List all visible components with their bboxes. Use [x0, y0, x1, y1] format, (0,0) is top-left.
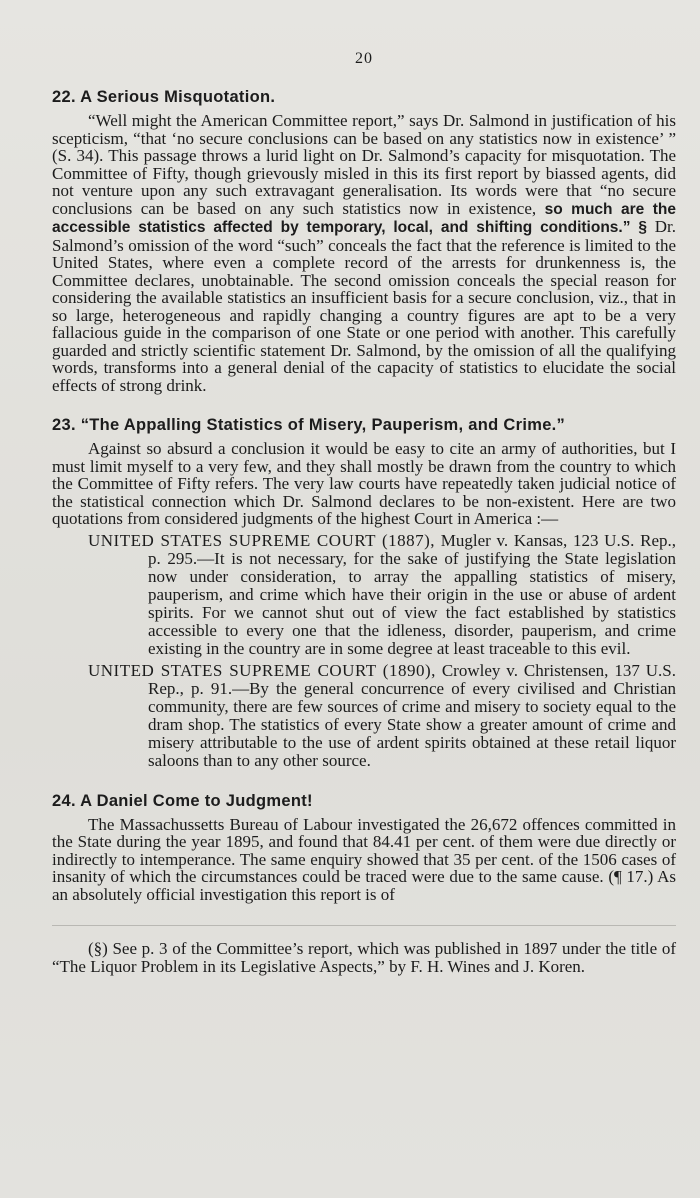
footnote-divider: [52, 925, 676, 926]
quotation-text: Crowley v. Christensen, 137 U.S. Rep., p. 91.—By the general concurrence of every civilised and Christian community, there are few sources of crime and misery to society equal to the dram shop. The statistics of every State show a greater amount of crime and misery attributable to the use of ardent spirits obtained at these retail liquor saloons than to any other source.: [148, 660, 676, 770]
section-22: [52, 88, 676, 394]
section-paragraph: Against so absurd a conclusion it would be easy to cite an army of authorities, but I must limit myself to a very few, and they shall mostly be drawn from the country to which the Committee of Fifty refers. The very law courts have repeatedly taken judicial notice of the statistical connection which Dr. Salmond declares to be non-existent. Here are two quotations from considered judgments of the highest Court in America :—: [52, 439, 676, 528]
footnote: (§) See p. 3 of the Committee’s report, which was published in 1897 under the title of “The Liquor Problem in its Legislative Aspects,” by F. H. Wines and J. Koren.: [52, 939, 676, 976]
page-number: 20: [355, 50, 373, 67]
quotation-text: Mugler v. Kansas, 123 U.S. Rep., p. 295.—It is not necessary, for the sake of justifying the State legislation now under consideration, to array the appalling statistics of misery, pauperism, and crime which have their origin in the use or abuse of ardent spirits. For we cannot shut out of view the fact established by statistics accessible to every one that the idleness, disorder, pauperism, and crime existing in the country are in some degree at least traceable to this evil.: [148, 530, 677, 658]
paragraph-text: “Well might the American Committee report,” says Dr. Salmond in justification of his scepticism, “that ‘no secure conclusions can be based on any statistics now in existence’ ” (S. 34). This passage throws a lurid light on Dr. Salmond’s capacity for misquotation. The Committee of Fifty, though grievously misled in this its first report by biassed agents, did not venture upon any such extravagant generalisation. Its words were that “no secure conclusions can be based on any such statistics now in existence,: [52, 111, 676, 218]
court-name: UNITED STATES SUPREME COURT (1890),: [88, 660, 436, 680]
section-23: [52, 416, 676, 770]
section-24: [52, 792, 676, 904]
section-paragraph: [52, 112, 676, 394]
section-heading: 23. “The Appalling Statistics of Misery, Pauperism, and Crime.”: [52, 416, 566, 434]
section-heading: 24. A Daniel Come to Judgment!: [52, 791, 313, 810]
emphasized-text: so much are the accessible statistics affected by temporary, local, and shifting conditions.” §: [52, 200, 676, 236]
section-heading: 22. A Serious Misquotation.: [52, 88, 276, 106]
court-quotation: [88, 532, 676, 658]
court-quotation: [88, 662, 676, 770]
paragraph-text: Dr. Salmond’s omission of the word “such” conceals the fact that the reference is limited to the United States, where even a complete record of the arrests for drunkenness is, the Committee declares, unobtainable. The second omission conceals the special reason for considering the available statistics an insufficient basis for a secure conclusion, viz., that in so large, heterogeneous and rapidly changing a country figures are apt to be a very fallacious guide in the comparison of one State or one period with another. This carefully guarded and strictly scientific statement Dr. Salmond, by the omission of all the qualifying words, transforms into a general denial of the capacity of statistics to elucidate the social effects of strong drink.: [52, 217, 676, 395]
court-name: UNITED STATES SUPREME COURT (1887),: [88, 530, 436, 550]
section-paragraph: The Massachussetts Bureau of Labour investigated the 26,672 offences committed in the State during the year 1895, and found that 84.41 per cent. of them were due directly or indirectly to intemperance. The same enquiry showed that 35 per cent. of the 1506 cases of insanity of which the circumstances could be traced were due to the same cause. (¶ 17.) As an absolutely official investigation this report is of: [52, 814, 676, 904]
